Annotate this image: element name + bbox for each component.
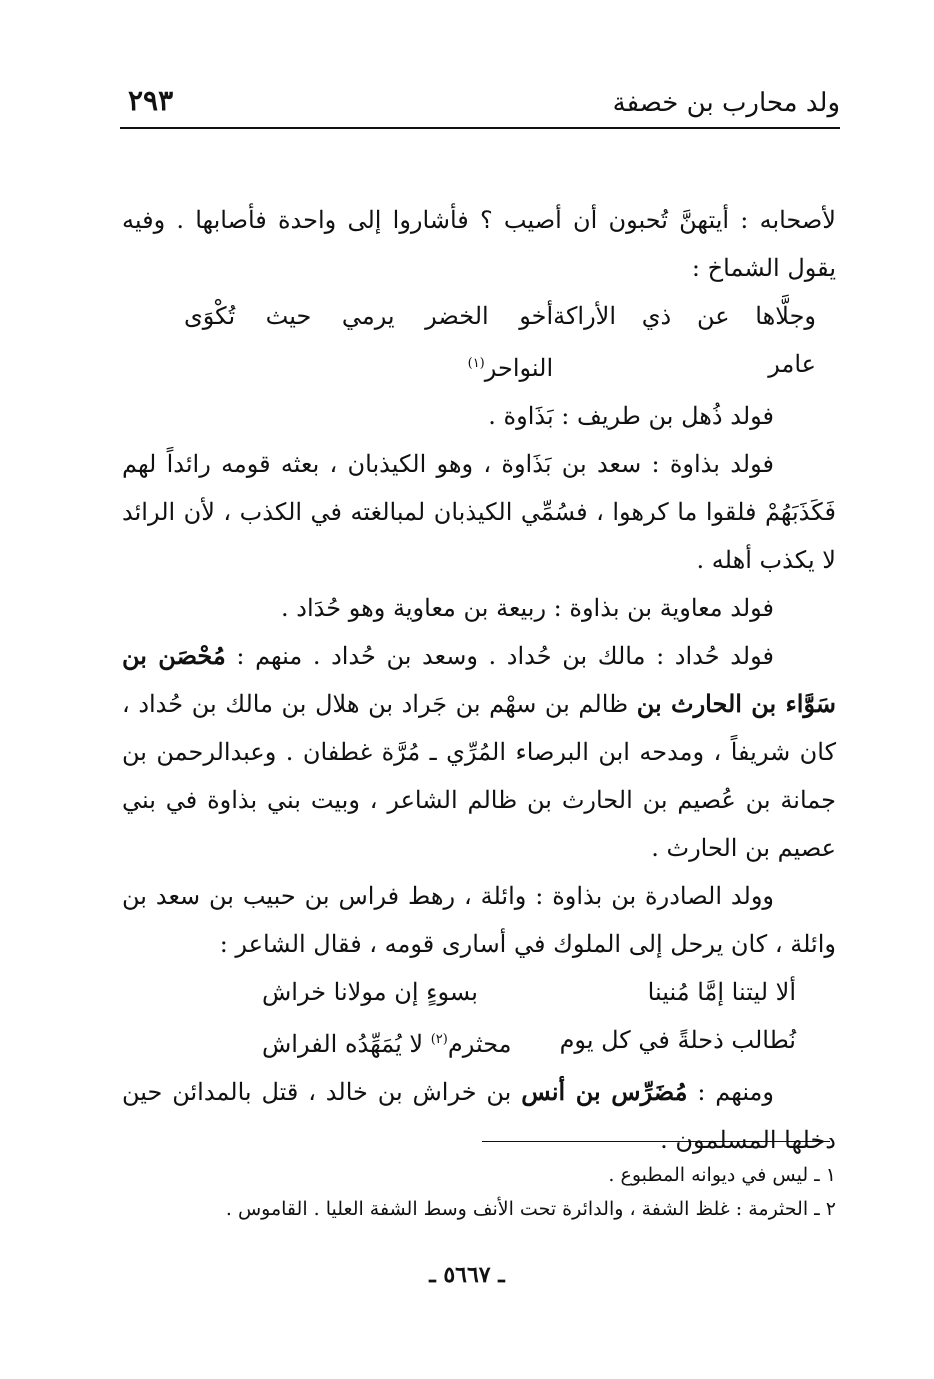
footnote-1: ١ ـ ليس في ديوانه المطبوع . (608, 1164, 836, 1186)
bold-name-muhsan: مُحْصَن بن سَوَّاء بن الحارث بن (122, 641, 836, 718)
verse-1-second-hemistich: أخو الخضر يرمي حيث تُكْوَى النواحر$^{(١)}$ (184, 302, 554, 382)
main-text (122, 196, 836, 1164)
running-title: ولد محارب بن خصفة (612, 88, 840, 118)
verse-2-second-hemistich: بسوءٍ إن مولانا خراش (262, 978, 478, 1006)
verse-3-second-hemistich: محثرم$^{(٢)}$ لا يُمَهِّدُه الفراش (262, 1030, 512, 1058)
verse-line-2 (122, 968, 836, 1016)
paragraph-4: فولد معاوية بن بذاوة : ربيعة بن معاوية وهو حُدَاد . (281, 594, 774, 622)
verse-1-first-hemistich: وجلَّاها عن ذي الأراكة عامر (553, 302, 816, 378)
paragraph-3: فولد بذاوة : سعد بن بَذَاوة ، وهو الكيذبان ، بعثه قومه رائداً لهم فَكَذَبَهُمْ فلقوا ما كرهوا ، فسُمِّي الكيذبان لمبالغته في الكذب ، لأن الرائد لا يكذب أهله . (122, 450, 836, 574)
footnote-mark-2: (٢) (430, 1032, 448, 1047)
footnotes (150, 1158, 836, 1226)
header-page-number: ٢٩٣ (128, 84, 174, 117)
bold-name-mudarris: مُضَرِّس بن أنس (521, 1077, 688, 1106)
paragraph-6: وولد الصادرة بن بذاوة : وائلة ، رهط فراس بن حبيب بن سعد بن وائلة ، كان يرحل إلى الملوك في أسارى قومه ، فقال الشاعر : (122, 882, 836, 958)
footnote-mark-1: (١) (467, 356, 485, 371)
header-rule (120, 127, 840, 129)
verse-3-first-hemistich: نُطالب ذحلةً في كل يوم (559, 1026, 796, 1054)
running-header (120, 82, 840, 122)
page-footer-number: ـ ٥٦٦٧ ـ (429, 1262, 505, 1288)
footnote-2: ٢ ـ الحثرمة : غلظ الشفة ، والدائرة تحت الأنف وسط الشفة العليا . القاموس . (225, 1198, 836, 1220)
paragraph-7: ومنهم : مُضَرِّس بن أنس بن خراش بن خالد ، قتل بالمدائن حين دخلها المسلمون . (122, 1077, 836, 1154)
paragraph-1: لأصحابه : أيتهنَّ تُحبون أن أصيب ؟ فأشاروا إلى واحدة فأصابها . وفيه يقول الشماخ : (122, 206, 836, 282)
verse-line-3 (122, 1016, 836, 1068)
paragraph-2: فولد ذُهل بن طريف : بَذَاوة . (488, 402, 774, 430)
paragraph-5: فولد حُداد : مالك بن حُداد . وسعد بن حُداد . منهم : مُحْصَن بن سَوَّاء بن الحارث بن ظالم بن سهْم بن جَراد بن هلال بن مالك بن حُداد ، كان شريفاً ، ومدحه ابن البرصاء المُرِّي ـ مُرَّة غطفان . وعبدالرحمن بن جمانة بن عُصيم بن الحارث بن ظالم الشاعر ، وبيت بني بذاوة في بني عصيم بن الحارث . (122, 641, 836, 862)
verse-2-first-hemistich: ألا ليتنا إمَّا مُنينا (647, 978, 796, 1006)
verse-line-1 (122, 292, 836, 392)
footnote-rule (482, 1141, 830, 1142)
